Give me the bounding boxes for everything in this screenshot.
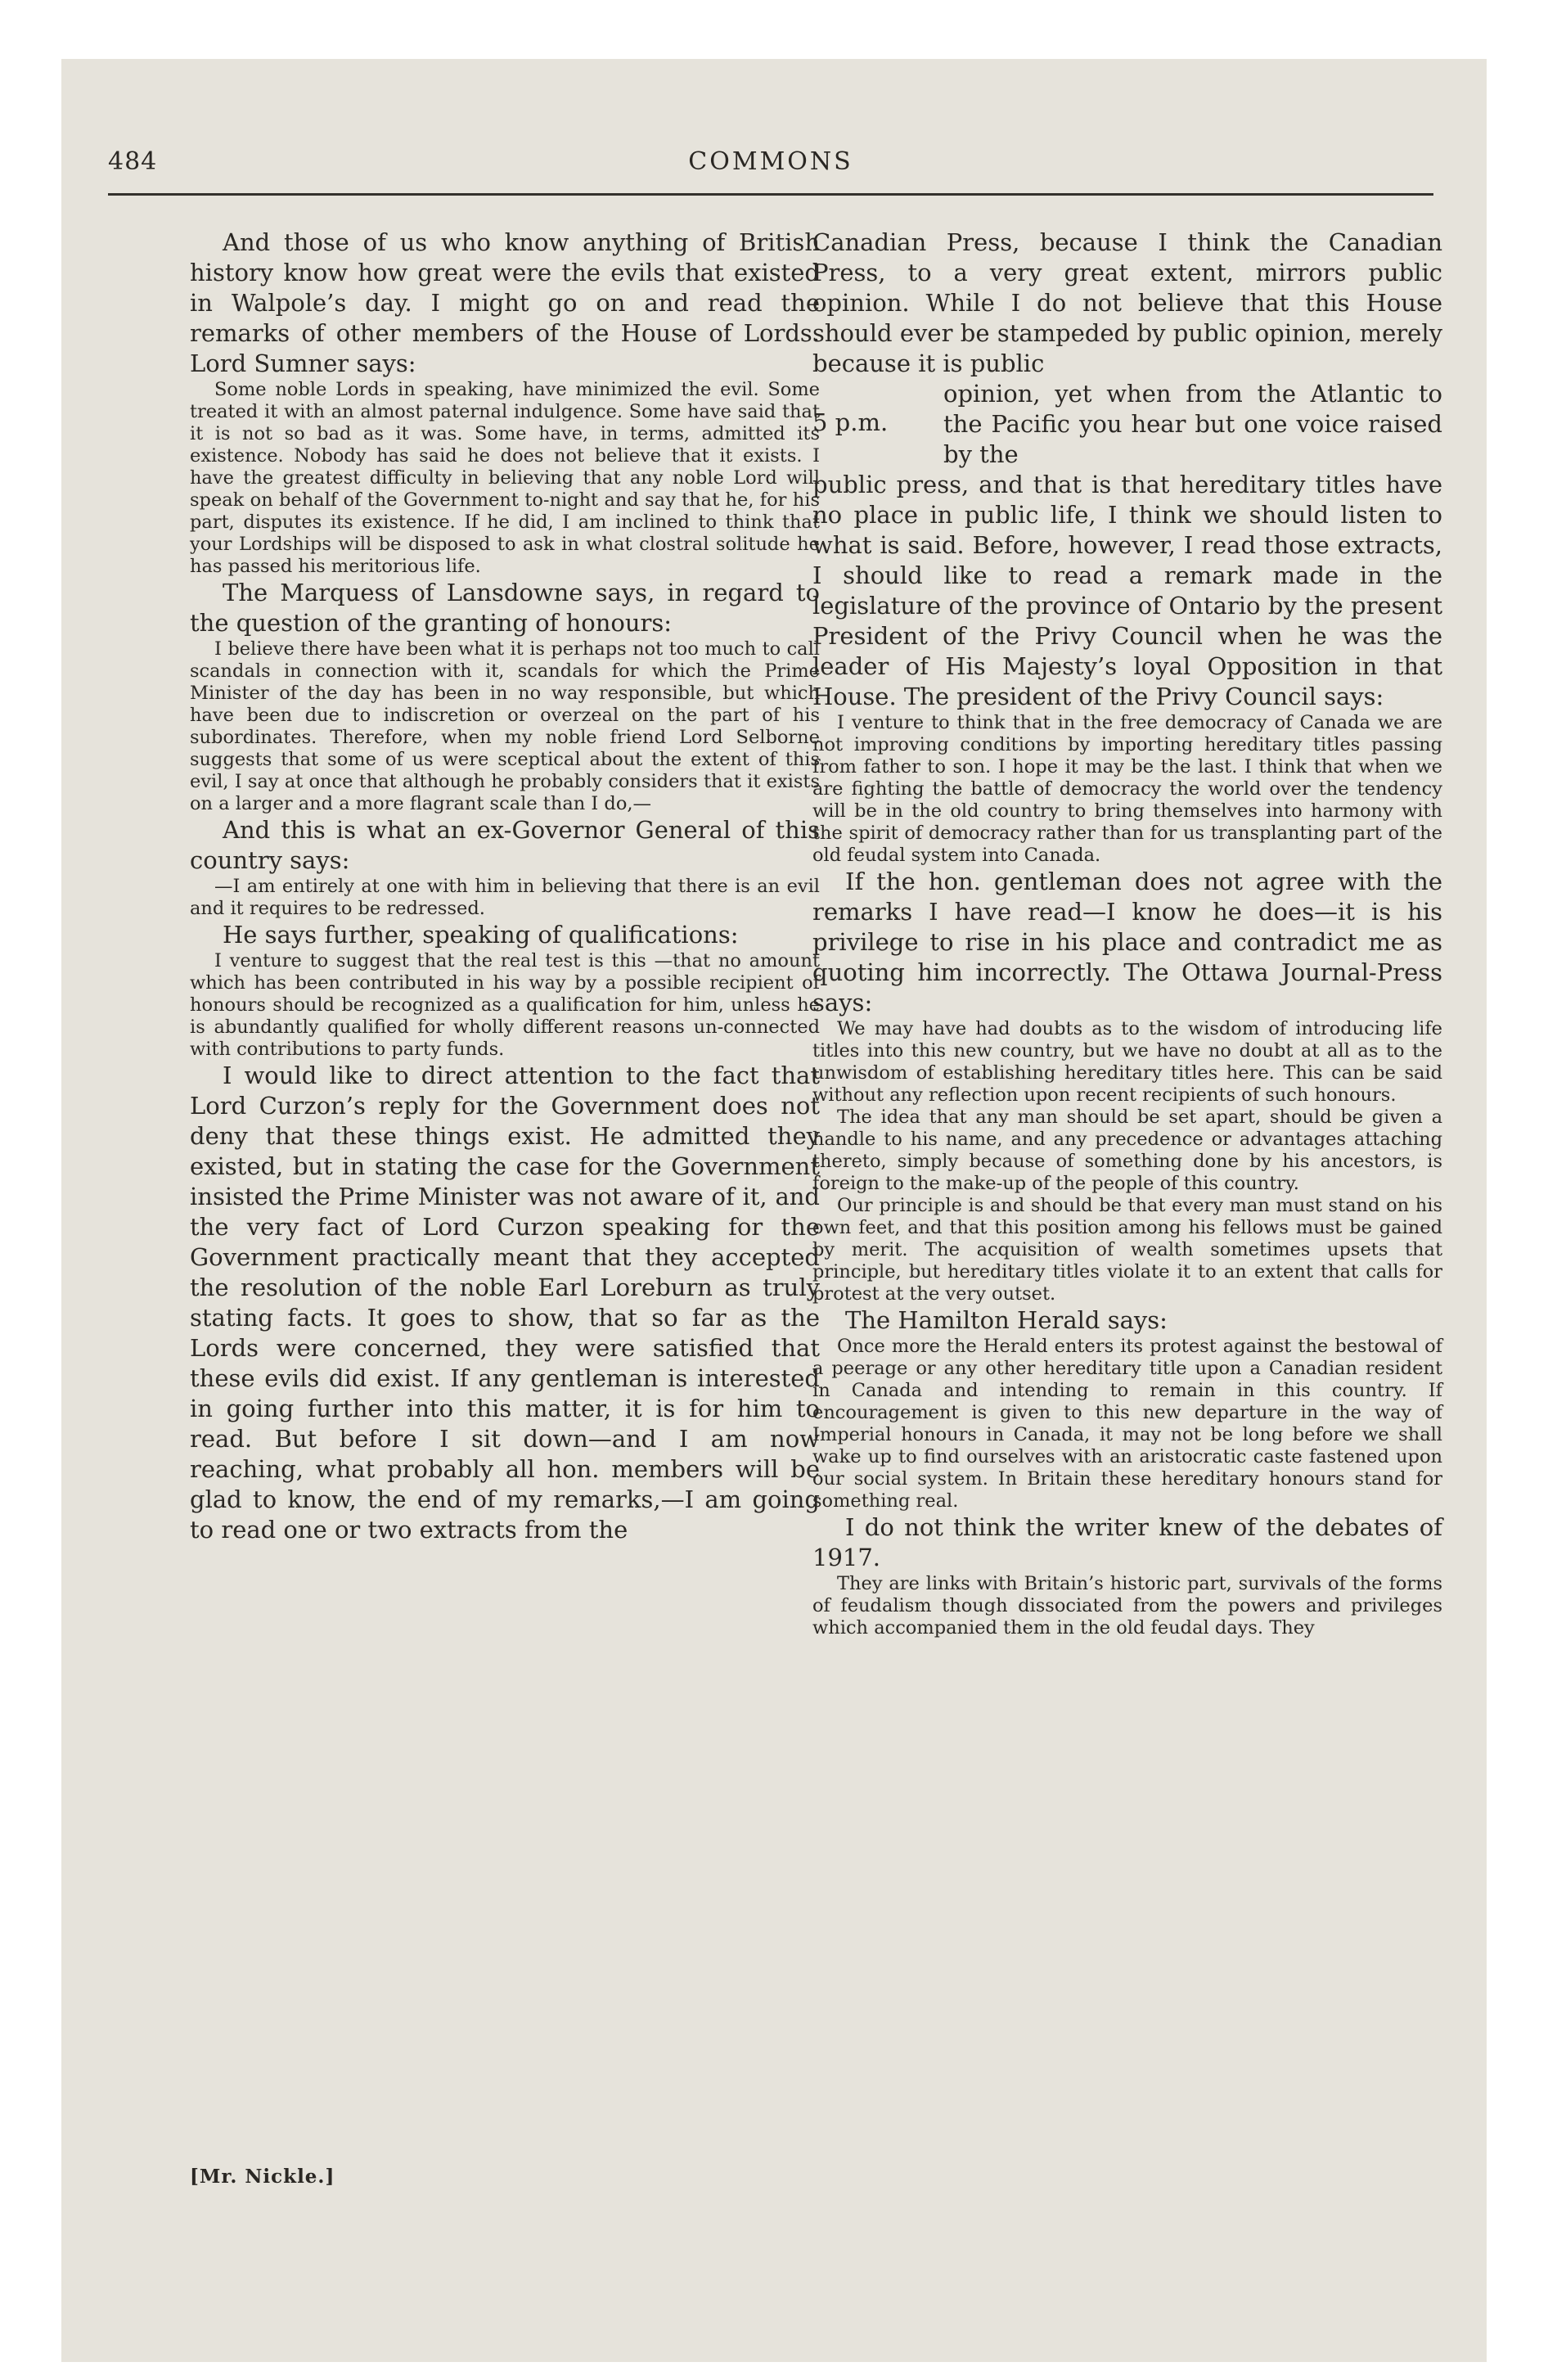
right-quote-1: I venture to think that in the free democracy of Canada we are not improving conditions by importing hereditary titles passing from father to son. I hope it may be the last. I think that when we are fighting the battle of democracy the world over the tendency will be in the old country to bring themselves into harmony with the spirit of democracy rather than for us transplanting part of the old feudal system into Canada. <box>812 712 1442 866</box>
page-number: 484 <box>108 147 158 176</box>
margin-time-note: 5 p.m. <box>812 408 889 436</box>
right-paragraph-1c: public press, and that is that hereditary titles have no place in public life, I think we should listen to what is said. Before, however, I read those extracts, I should like to read a remark made in the legislature of the province of Ontario by the present President of the Privy Council when he was the leader of His Majesty’s loyal Opposition in that House. The president of the Privy Council says: <box>812 471 1442 710</box>
right-quote-2b: The idea that any man should be set apart, should be given a handle to his name, and any precedence or advantages attaching thereto, simply because of something done by his ancestors, is foreign to the make-up of the people of this country. <box>812 1107 1442 1194</box>
left-quote-3: —I am entirely at one with him in believing that there is an evil and it requires to be redressed. <box>190 876 820 919</box>
speaker-credit: [Mr. Nickle.] <box>190 2166 335 2188</box>
right-quote-4: They are links with Britain’s historic part, survivals of the forms of feudalism though dissociated from the powers and privileges which accompanied them in the old feudal days. They <box>812 1573 1442 1639</box>
header-rule <box>108 193 1433 196</box>
right-paragraph-4: I do not think the writer knew of the debates of 1917. <box>812 1513 1442 1571</box>
right-column <box>812 228 1442 1639</box>
right-quote-2c: Our principle is and should be that every man must stand on his own feet, and that this position among his fellows must be gained by merit. The acquisition of wealth sometimes upsets that principle, but hereditary titles violate it to an extent that calls for protest at the very outset. <box>812 1195 1442 1305</box>
left-quote-4: I venture to suggest that the real test is this —that no amount which has been contributed in his way by a possible recipient of honours should be recognized as a qualification for him, unless he is abundantly qualified for wholly different reasons un-connected with contributions to party funds. <box>190 950 820 1060</box>
left-column <box>190 228 820 1545</box>
running-head: COMMONS <box>688 147 853 176</box>
left-quote-1: Some noble Lords in speaking, have minimized the evil. Some treated it with an almost paternal indulgence. Some have said that it is not so bad as it was. Some have, in terms, admitted its existence. Nobody has said he does not believe that it exists. I have the greatest difficulty in believing that any noble Lord will speak on behalf of the Government to-night and say that he, for his part, disputes its existence. If he did, I am inclined to think that your Lordships will be disposed to ask in what clostral solitude he has passed his meritorious life. <box>190 379 820 577</box>
left-quote-2: I believe there have been what it is perhaps not too much to call scandals in connection with it, scandals for which the Prime Minister of the day has been in no way responsible, but which have been due to indiscretion or overzeal on the part of his subordinates. Therefore, when my noble friend Lord Selborne suggests that some of us were sceptical about the extent of this evil, I say at once that although he probably considers that it exists on a larger and a more flagrant scale than I do,— <box>190 638 820 814</box>
right-quote-3: Once more the Herald enters its protest against the bestowal of a peerage or any other hereditary title upon a Canadian resident in Canada and intending to remain in this country. If encouragement is given to this new departure in the way of Imperial honours in Canada, it may not be long before we shall wake up to find ourselves with an aristocratic caste fastened upon our social system. In Britain these hereditary honours stand for something real. <box>812 1336 1442 1512</box>
left-paragraph-2: The Marquess of Lansdowne says, in regard to the question of the granting of honours: <box>190 579 820 637</box>
left-paragraph-3: And this is what an ex-Governor General of this country says: <box>190 816 820 874</box>
left-paragraph-5: I would like to direct attention to the fact that Lord Curzon’s reply for the Government does not deny that these things exist. He admitted they existed, but in stating the case for the Government insisted the Prime Minister was not aware of it, and the very fact of Lord Curzon speaking for the Government practically meant that they accepted the resolution of the noble Earl Loreburn as truly stating facts. It goes to show, that so far as the Lords were concerned, they were satisfied that these evils did exist. If any gentleman is interested in going further into this matter, it is for him to read. But before I sit down—and I am now reaching, what probably all hon. members will be glad to know, the end of my remarks,—I am going to read one or two extracts from the <box>190 1062 820 1544</box>
right-paragraph-1a: Canadian Press, because I think the Canadian Press, to a very great extent, mirrors public opinion. While I do not believe that this House should ever be stampeded by public opinion, merely because it is public <box>812 228 1442 377</box>
left-paragraph-1: And those of us who know anything of British history know how great were the evils that existed in Walpole’s day. I might go on and read the remarks of other members of the House of Lords. Lord Sumner says: <box>190 228 820 377</box>
page-header <box>108 147 1433 196</box>
left-paragraph-4: He says further, speaking of qualifications: <box>223 921 739 949</box>
right-quote-2a: We may have had doubts as to the wisdom of introducing life titles into this new country, but we have no doubt at all as to the unwisdom of establishing hereditary titles here. This can be said without any reflection upon recent recipients of such honours. <box>812 1018 1442 1106</box>
right-paragraph-1b: opinion, yet when from the Atlantic to the Pacific you hear but one voice raised by the <box>943 380 1442 468</box>
right-paragraph-2: If the hon. gentleman does not agree with the remarks I have read—I know he does—it is his privilege to rise in his place and contradict me as quoting him incorrectly. The Ottawa Journal-Press says: <box>812 868 1442 1016</box>
right-paragraph-3: The Hamilton Herald says: <box>845 1306 1168 1334</box>
